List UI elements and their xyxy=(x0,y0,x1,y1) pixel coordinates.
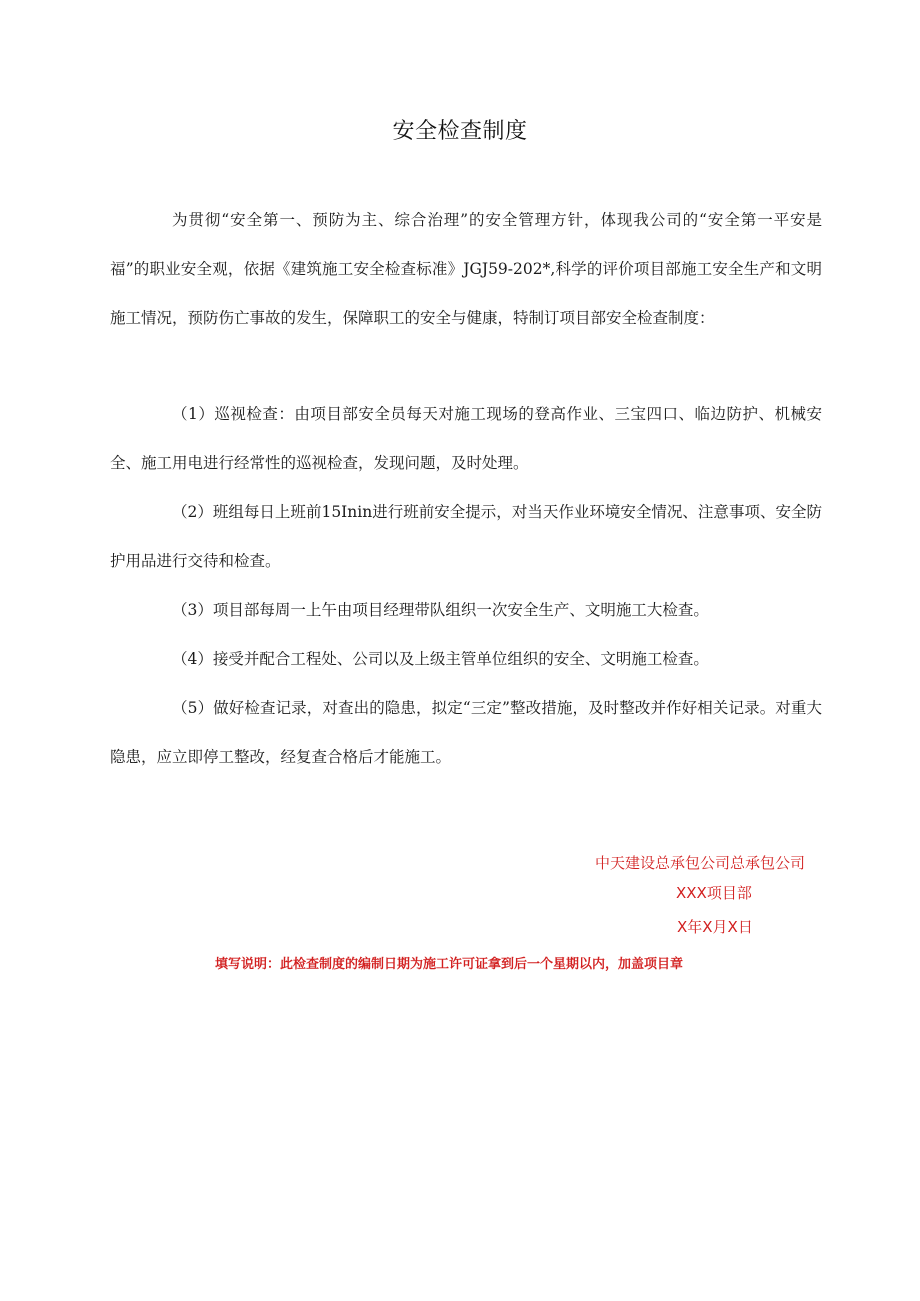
signature-company: 中天建设总承包公司总承包公司 xyxy=(595,854,806,872)
intro-paragraph: 为贯彻“安全第一、预防为主、综合治理”的安全管理方针，体现我公司的“安全第一平安是福”的职业安全观，依据《建筑施工安全检查标准》JGJ59-202*,科学的评价项目部施工安全生产和文明施工情况，预防伤亡事故的发生，保障职工的安全与健康，特制订项目部安全检查制度： xyxy=(110,211,822,327)
signature-date: X年X月X日 xyxy=(677,918,753,936)
inspection-item-1: （1）巡视检查：由项目部安全员每天对施工现场的登高作业、三宝四口、临边防护、机械安全、施工用电进行经常性的巡视检查，发现问题，及时处理。 xyxy=(110,405,822,472)
inspection-item-2: （2）班组每日上班前15Inin进行班前安全提示，对当天作业环境安全情况、注意事项、安全防护用品进行交待和检查。 xyxy=(110,503,822,570)
fill-instructions-note: 填写说明：此检查制度的编制日期为施工许可证拿到后一个星期以内，加盖项目章 xyxy=(215,957,684,972)
inspection-item-5: （5）做好检查记录，对查出的隐患，拟定“三定”整改措施，及时整改并作好相关记录。对重大隐患，应立即停工整改，经复查合格后才能施工。 xyxy=(110,699,822,766)
signature-department: XXX项目部 xyxy=(676,884,752,902)
document-title: 安全检查制度 xyxy=(392,119,528,144)
inspection-item-3: （3）项目部每周一上午由项目经理带队组织一次安全生产、文明施工大检查。 xyxy=(172,601,709,619)
inspection-item-4: （4）接受并配合工程处、公司以及上级主管单位组织的安全、文明施工检查。 xyxy=(172,650,709,668)
